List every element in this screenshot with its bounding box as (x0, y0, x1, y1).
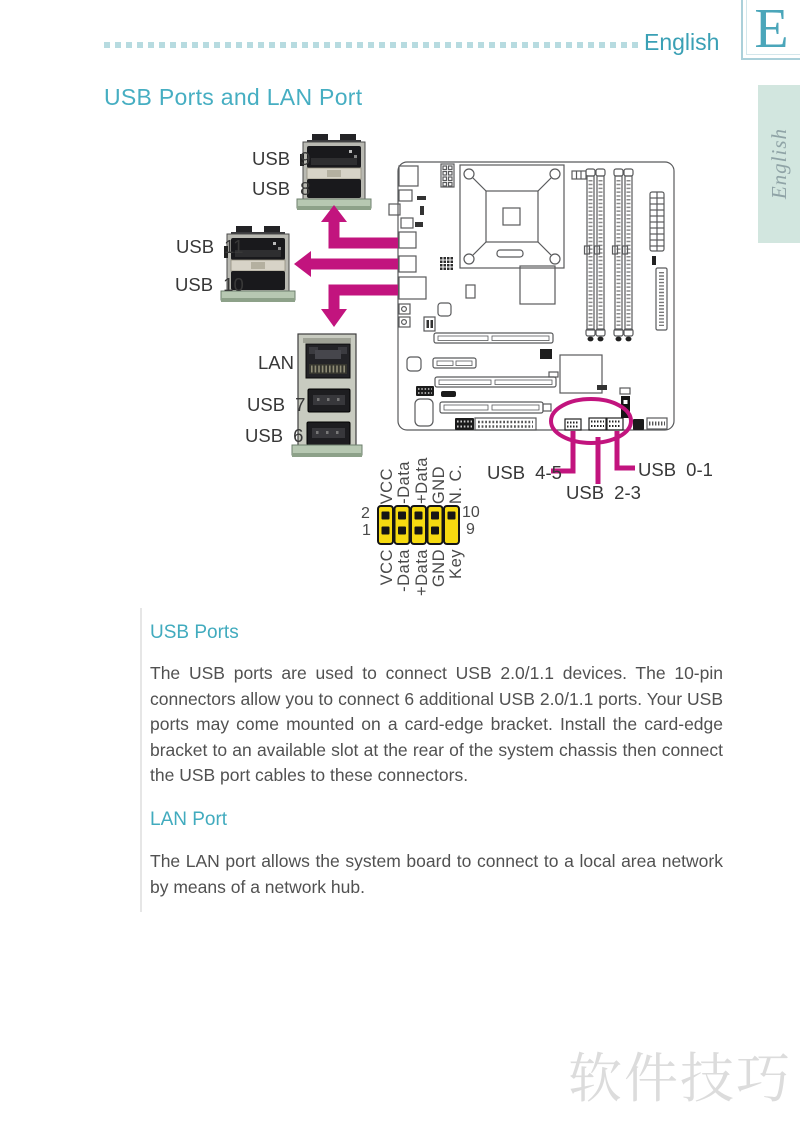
pin-number-10: 10 (462, 504, 480, 521)
pin-label-top-gnd: GND (430, 465, 448, 504)
label-usb6: USB 6 (245, 425, 304, 446)
label-usb11: USB 11 (176, 236, 244, 257)
label-usb45: USB 4-5 (487, 462, 562, 483)
header-language-label: English (644, 29, 720, 55)
sidebar-language-tab (758, 85, 800, 243)
section-heading-usb-ports: USB Ports (150, 622, 239, 643)
watermark-text: 软件技巧 (568, 1047, 792, 1110)
section-body-usb-ports: The USB ports are used to connect USB 2.0/1.1 devices. The 10-pin connectors allow you to connect 6 additional USB 2.0/1.1 ports. Your USB ports may come mounted on a card-edge bracket. Install the card-edge bracket to an available slot at the rear of the system chassis then connect the USB port cables to these connectors. (150, 663, 723, 785)
page-title: USB Ports and LAN Port (104, 84, 363, 110)
pin-label-bot-dminus: -Data (395, 549, 413, 592)
pin-label-bot-vcc: VCC (378, 549, 396, 586)
language-badge-letter: E (754, 0, 789, 60)
label-usb9: USB 9 (252, 148, 311, 169)
pin-label-bot-gnd: GND (430, 549, 448, 588)
label-usb01: USB 0-1 (638, 459, 713, 480)
pin-label-top-nc: N. C. (447, 463, 465, 504)
pin-number-9: 9 (466, 521, 475, 538)
pin-label-top-dplus: +Data (413, 457, 431, 504)
label-usb10: USB 10 (175, 274, 244, 295)
label-usb8: USB 8 (252, 178, 311, 199)
pin-label-bot-dplus: +Data (413, 549, 431, 596)
callout-arrows (294, 205, 398, 327)
sidebar-language-label: English (766, 128, 791, 200)
motherboard-diagram (389, 162, 674, 430)
pin-label-top-vcc: VCC (378, 467, 396, 504)
pin-label-top-dminus: -Data (395, 461, 413, 504)
page-fold-artifact (140, 608, 142, 912)
usb-pin-header-diagram (378, 506, 459, 544)
pin-number-2: 2 (361, 505, 370, 522)
header-dotted-rule (104, 42, 638, 48)
section-body-lan-port: The LAN port allows the system board to connect to a local area network by means of a network hub. (150, 851, 723, 897)
label-lan: LAN (258, 352, 294, 373)
pin-number-1: 1 (362, 522, 371, 539)
label-usb7: USB 7 (247, 394, 306, 415)
section-heading-lan-port: LAN Port (150, 809, 228, 830)
label-usb23: USB 2-3 (566, 482, 641, 503)
language-badge (741, 0, 800, 60)
pin-label-bot-key: Key (447, 549, 465, 579)
